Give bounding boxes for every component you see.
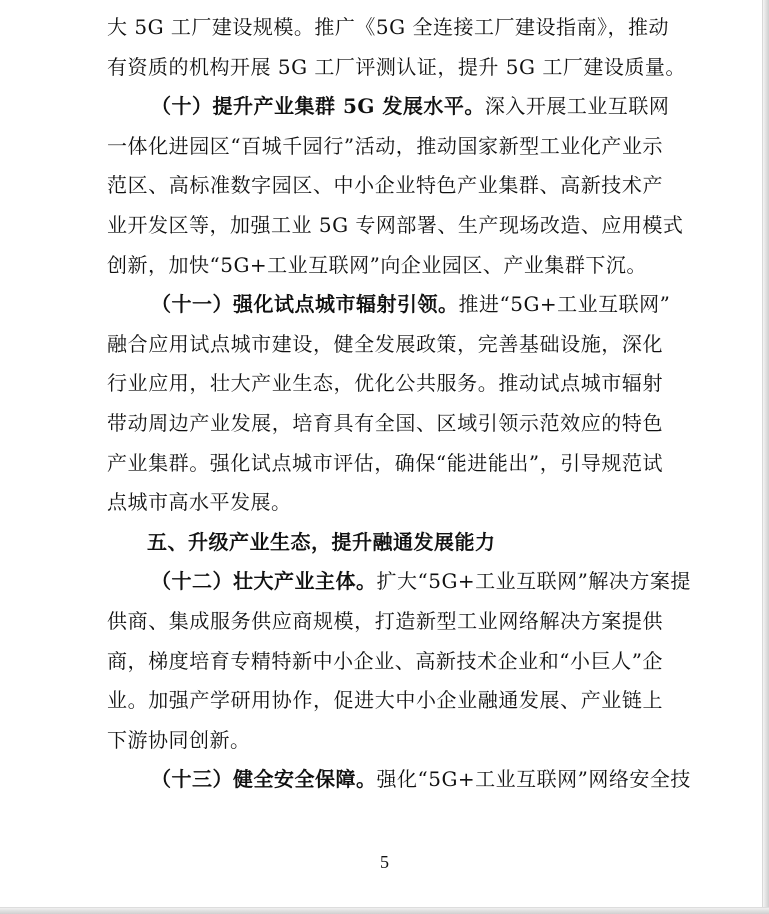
page-edge-shadow [0, 907, 769, 914]
paragraph-9-tail [107, 8, 686, 87]
paragraph-first-line [107, 87, 670, 127]
paragraph-first-line [107, 760, 691, 800]
text-line: 有资质的机构开展 5G 工厂评测认证，提升 5G 工厂建设质量。 [107, 54, 686, 79]
page-number: 5 [380, 852, 389, 872]
text-run: 推进“5G+工业互联网” [458, 292, 671, 317]
paragraph-first-line [107, 285, 671, 325]
text-line: 带动周边产业发展，培育具有全国、区域引领示范效应的特色 [107, 410, 663, 435]
paragraph-title: （十三）健全安全保障。 [151, 767, 377, 792]
text-line: 产业集群。强化试点城市评估，确保“能进能出”，引导规范试 [107, 450, 663, 475]
text-line: 业。加强产学研用协作，促进大中小企业融通发展、产业链上 [107, 688, 663, 713]
text-line: 行业应用，壮大产业生态，优化公共服务。推动试点城市辐射 [107, 371, 663, 396]
paragraph-11 [107, 285, 671, 523]
paragraph-first-line [107, 562, 691, 602]
text-line: 范区、高标准数字园区、中小企业特色产业集群、高新技术产 [107, 173, 663, 198]
paragraph-title: （十）提升产业集群 5G 发展水平。 [151, 94, 485, 119]
paragraph-13 [107, 760, 691, 800]
text-run: 扩大“5G+工业互联网”解决方案提 [376, 569, 691, 594]
text-line: 大 5G 工厂建设规模。推广《5G 全连接工厂建设指南》，推动 [107, 15, 669, 39]
text-line: 供商、集成服务供应商规模，打造新型工业网络解决方案提供 [107, 608, 663, 633]
text-line: 业开发区等，加强工业 5G 专网部署、生产现场改造、应用模式 [107, 212, 684, 237]
text-line: 商，梯度培育专精特新中小企业、高新技术企业和“小巨人”企 [107, 648, 663, 673]
text-line: 融合应用试点城市建设，健全发展政策，完善基础设施，深化 [107, 331, 663, 356]
document-body [107, 8, 691, 800]
text-line: 一体化进园区“百城千园行”活动，推动国家新型工业化产业示 [107, 133, 663, 158]
text-line: 下游协同创新。 [107, 727, 251, 752]
text-run: 强化“5G+工业互联网”网络安全技 [376, 767, 691, 792]
text-line: 创新，加快“5G+工业互联网”向企业园区、产业集群下沉。 [107, 252, 647, 277]
page-edge-shadow [762, 0, 769, 914]
paragraph-title: （十二）壮大产业主体。 [151, 569, 377, 594]
text-run: 深入开展工业互联网 [484, 94, 670, 119]
paragraph-10 [107, 87, 684, 285]
paragraph-title: （十一）强化试点城市辐射引领。 [151, 292, 459, 317]
section-heading: 五、升级产业生态，提升融通发展能力 [147, 529, 496, 554]
text-line: 点城市高水平发展。 [107, 490, 292, 515]
paragraph-12 [107, 562, 691, 760]
